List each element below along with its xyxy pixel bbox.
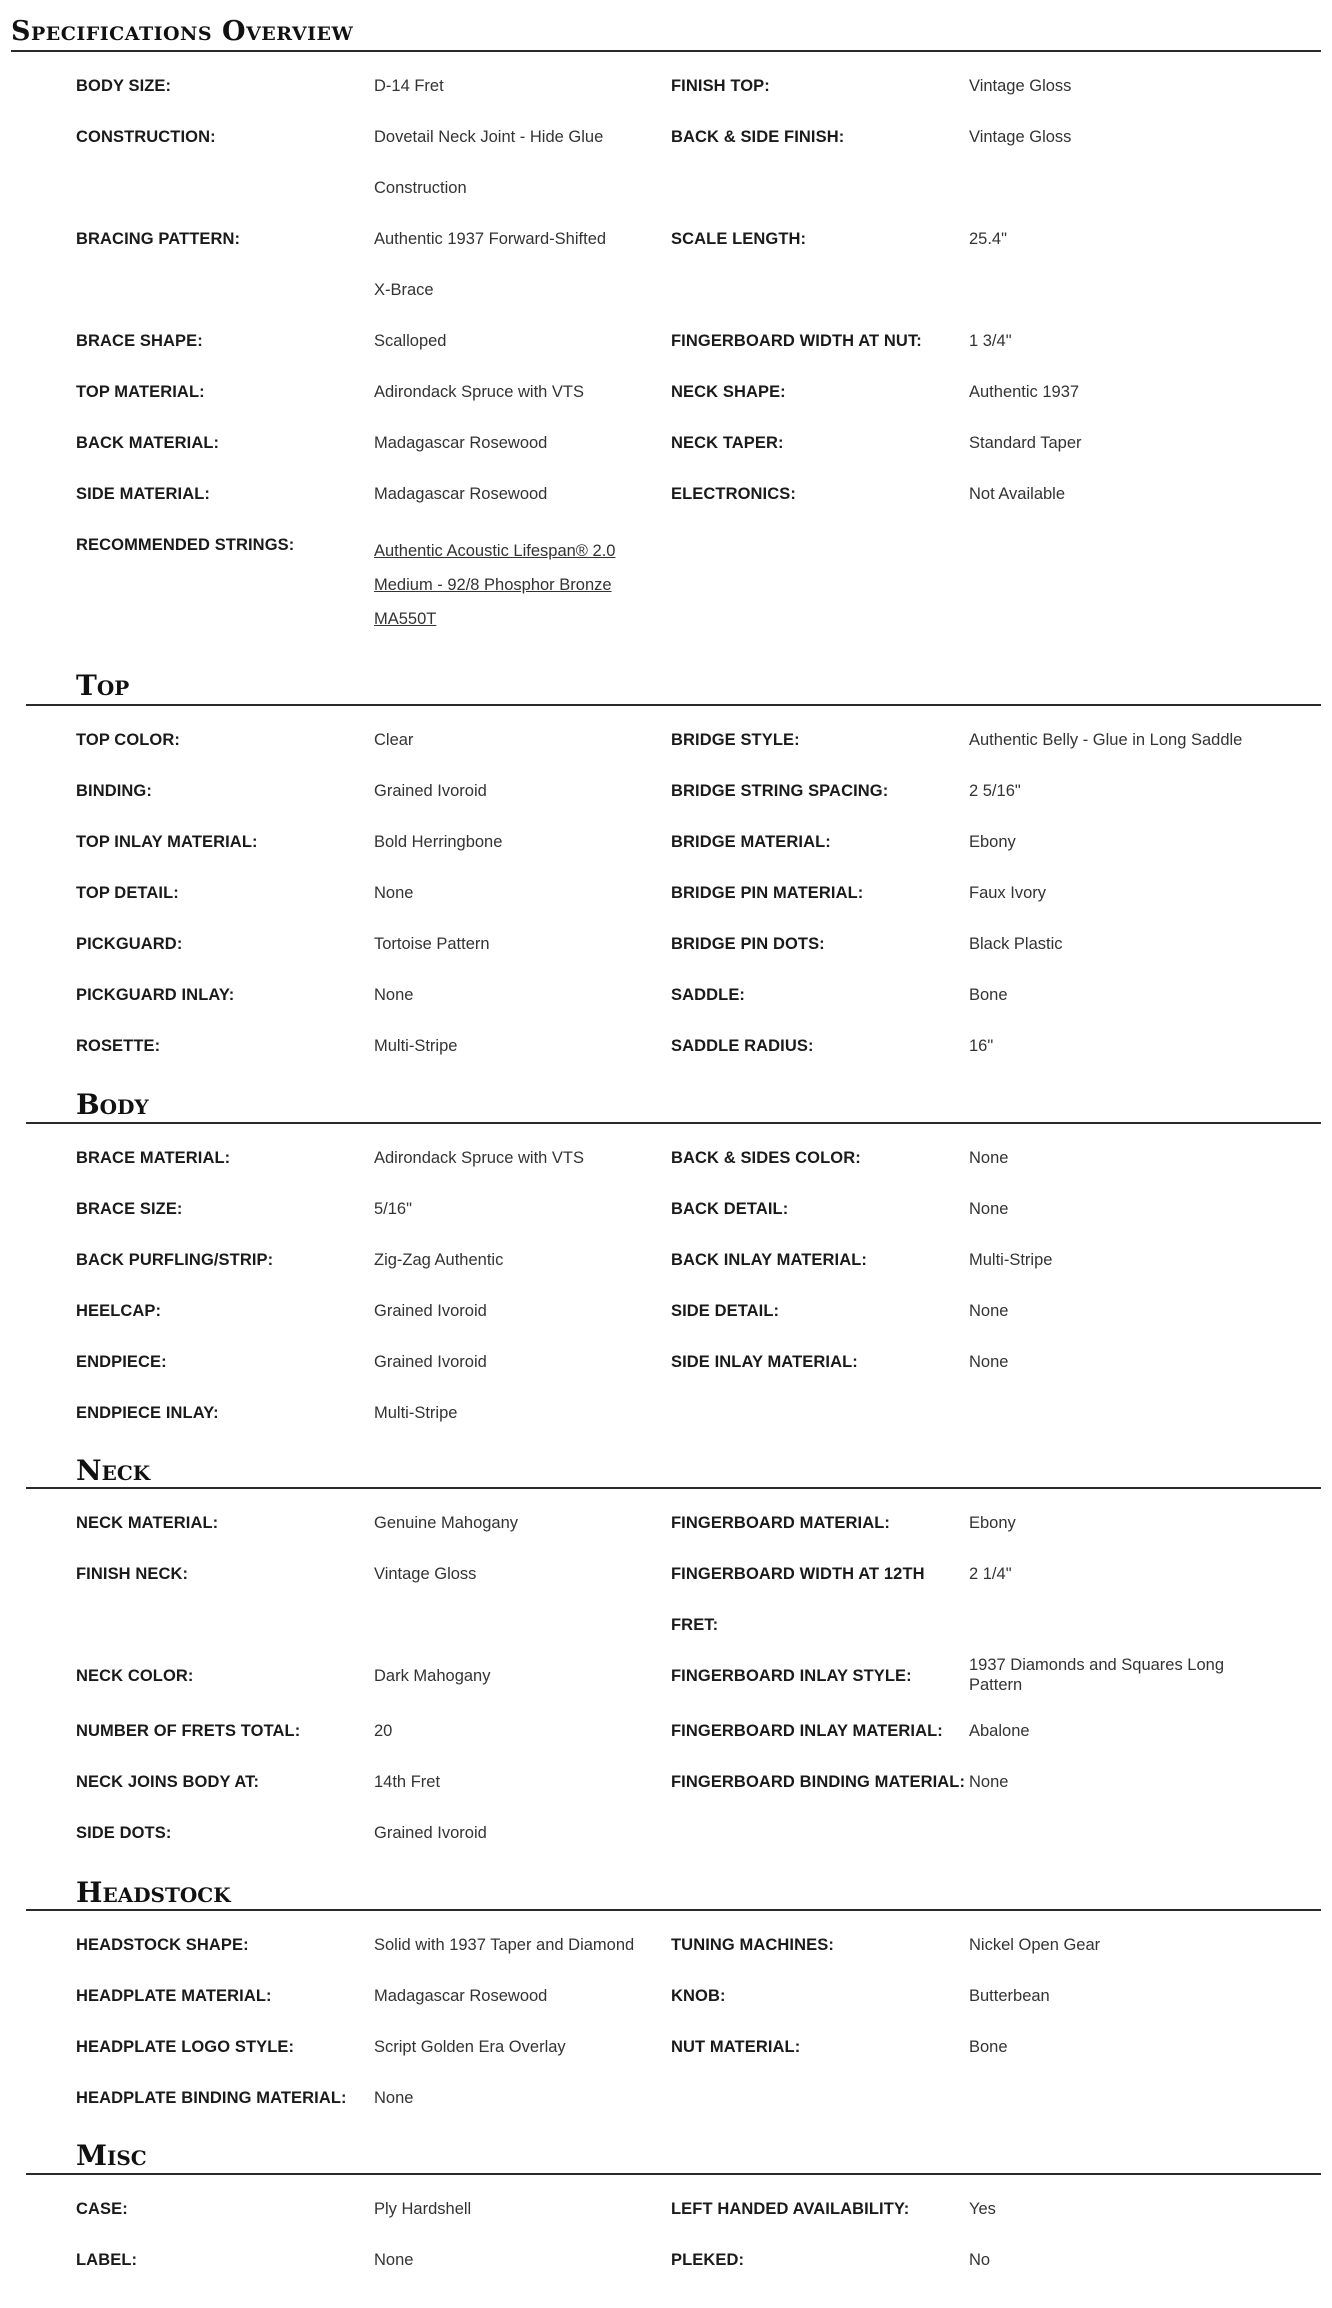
spec-value-neck-color: Dark Mahogany: [374, 1667, 491, 1685]
spec-value-bracing-pattern-line1: Authentic 1937 Forward-Shifted: [374, 230, 607, 248]
spec-value-pickguard-inlay: None: [374, 986, 414, 1004]
spec-label-back-inlay-material: BACK INLAY MATERIAL:: [671, 1251, 868, 1269]
spec-label-neck-color: NECK COLOR:: [76, 1667, 194, 1685]
spec-value-left-handed: Yes: [969, 2200, 996, 2218]
spec-value-back-inlay-material: Multi-Stripe: [969, 1251, 1053, 1269]
spec-label-finish-top: FINISH TOP:: [671, 77, 770, 95]
spec-label-bridge-style: BRIDGE STYLE:: [671, 731, 800, 749]
spec-value-bridge-style: Authentic Belly - Glue in Long Saddle: [969, 731, 1243, 749]
spec-label-construction: CONSTRUCTION:: [76, 128, 216, 146]
spec-label-endpiece-inlay: ENDPIECE INLAY:: [76, 1404, 219, 1422]
spec-label-recommended-strings: RECOMMENDED STRINGS:: [76, 536, 295, 554]
spec-value-finish-top: Vintage Gloss: [969, 77, 1072, 95]
spec-value-endpiece: Grained Ivoroid: [374, 1353, 487, 1371]
section-divider-body: [26, 1122, 1321, 1124]
spec-label-nut-material: NUT MATERIAL:: [671, 2038, 801, 2056]
spec-label-endpiece: ENDPIECE:: [76, 1353, 167, 1371]
section-heading-top: Top: [76, 669, 130, 702]
spec-value-neck-taper: Standard Taper: [969, 434, 1082, 452]
spec-value-neck-material: Genuine Mahogany: [374, 1514, 519, 1532]
spec-label-heelcap: HEELCAP:: [76, 1302, 162, 1320]
spec-label-brace-material: BRACE MATERIAL:: [76, 1149, 231, 1167]
spec-value-headplate-binding-material: None: [374, 2089, 414, 2107]
section-heading-body: Body: [76, 1088, 149, 1121]
spec-label-fingerboard-width-12th-line1: FINGERBOARD WIDTH AT 12TH: [671, 1565, 925, 1583]
spec-value-fingerboard-binding-material: None: [969, 1773, 1009, 1791]
spec-value-fingerboard-inlay-style-line1: 1937 Diamonds and Squares Long: [969, 1656, 1225, 1674]
recommended-strings-link-line3[interactable]: MA550T: [374, 610, 437, 628]
spec-value-binding: Grained Ivoroid: [374, 782, 487, 800]
spec-label-side-detail: SIDE DETAIL:: [671, 1302, 780, 1320]
spec-value-back-sides-color: None: [969, 1149, 1009, 1167]
section-divider-top: [26, 704, 1321, 706]
spec-value-construction-line1: Dovetail Neck Joint - Hide Glue: [374, 128, 604, 146]
spec-value-label: None: [374, 2251, 414, 2269]
spec-value-saddle: Bone: [969, 986, 1008, 1004]
spec-value-electronics: Not Available: [969, 485, 1066, 503]
spec-label-top-material: TOP MATERIAL:: [76, 383, 205, 401]
spec-value-pleked: No: [969, 2251, 991, 2269]
spec-value-pickguard: Tortoise Pattern: [374, 935, 490, 953]
spec-value-brace-size: 5/16": [374, 1200, 412, 1218]
spec-value-side-detail: None: [969, 1302, 1009, 1320]
spec-label-top-detail: TOP DETAIL:: [76, 884, 179, 902]
spec-value-fingerboard-width-nut: 1 3/4": [969, 332, 1012, 350]
spec-label-side-dots: SIDE DOTS:: [76, 1824, 172, 1842]
spec-label-finish-neck: FINISH NECK:: [76, 1565, 189, 1583]
spec-label-pickguard-inlay: PICKGUARD INLAY:: [76, 986, 235, 1004]
spec-label-top-inlay-material: TOP INLAY MATERIAL:: [76, 833, 258, 851]
spec-label-pleked: PLEKED:: [671, 2251, 745, 2269]
spec-value-construction-line2: Construction: [374, 179, 467, 197]
spec-label-side-inlay-material: SIDE INLAY MATERIAL:: [671, 1353, 858, 1371]
spec-value-scale-length: 25.4": [969, 230, 1007, 248]
spec-value-endpiece-inlay: Multi-Stripe: [374, 1404, 458, 1422]
recommended-strings-link-line1[interactable]: Authentic Acoustic Lifespan® 2.0: [374, 542, 616, 560]
recommended-strings-link-line2[interactable]: Medium - 92/8 Phosphor Bronze: [374, 576, 612, 594]
spec-label-rosette: ROSETTE:: [76, 1037, 161, 1055]
spec-label-top-color: TOP COLOR:: [76, 731, 180, 749]
spec-value-finish-neck: Vintage Gloss: [374, 1565, 477, 1583]
spec-value-brace-shape: Scalloped: [374, 332, 447, 350]
spec-label-saddle-radius: SADDLE RADIUS:: [671, 1037, 814, 1055]
spec-value-top-detail: None: [374, 884, 414, 902]
spec-label-saddle: SADDLE:: [671, 986, 746, 1004]
spec-value-body-size: D-14 Fret: [374, 77, 444, 95]
spec-label-back-detail: BACK DETAIL:: [671, 1200, 789, 1218]
title-divider: [11, 50, 1321, 52]
spec-label-headplate-logo-style: HEADPLATE LOGO STYLE:: [76, 2038, 295, 2056]
spec-label-fingerboard-binding-material: FINGERBOARD BINDING MATERIAL:: [671, 1773, 966, 1791]
spec-value-bridge-string-spacing: 2 5/16": [969, 782, 1021, 800]
spec-value-top-color: Clear: [374, 731, 414, 749]
spec-value-bridge-pin-dots: Black Plastic: [969, 935, 1063, 953]
spec-label-binding: BINDING:: [76, 782, 152, 800]
spec-value-fingerboard-material: Ebony: [969, 1514, 1016, 1532]
spec-label-bridge-material: BRIDGE MATERIAL:: [671, 833, 831, 851]
spec-label-brace-size: BRACE SIZE:: [76, 1200, 183, 1218]
section-heading-neck: Neck: [76, 1454, 151, 1487]
spec-label-fingerboard-inlay-material: FINGERBOARD INLAY MATERIAL:: [671, 1722, 943, 1740]
spec-label-back-material: BACK MATERIAL:: [76, 434, 220, 452]
spec-label-label: LABEL:: [76, 2251, 138, 2269]
spec-label-neck-taper: NECK TAPER:: [671, 434, 784, 452]
spec-label-case: CASE:: [76, 2200, 128, 2218]
section-divider-neck: [26, 1487, 1321, 1489]
section-heading-headstock: Headstock: [76, 1876, 231, 1909]
spec-label-body-size: BODY SIZE:: [76, 77, 172, 95]
spec-value-top-material: Adirondack Spruce with VTS: [374, 383, 585, 401]
spec-value-bridge-material: Ebony: [969, 833, 1016, 851]
spec-value-neck-shape: Authentic 1937: [969, 383, 1080, 401]
spec-label-brace-shape: BRACE SHAPE:: [76, 332, 203, 350]
spec-value-side-material: Madagascar Rosewood: [374, 485, 548, 503]
spec-label-fingerboard-width-12th-line2: FRET:: [671, 1616, 719, 1634]
spec-label-knob: KNOB:: [671, 1987, 726, 2005]
spec-value-back-material: Madagascar Rosewood: [374, 434, 548, 452]
spec-label-fingerboard-material: FINGERBOARD MATERIAL:: [671, 1514, 891, 1532]
spec-label-back-sides-color: BACK & SIDES COLOR:: [671, 1149, 861, 1167]
spec-value-tuning-machines: Nickel Open Gear: [969, 1936, 1101, 1954]
spec-label-neck-material: NECK MATERIAL:: [76, 1514, 219, 1532]
spec-label-electronics: ELECTRONICS:: [671, 485, 796, 503]
spec-value-headplate-material: Madagascar Rosewood: [374, 1987, 548, 2005]
spec-value-fingerboard-inlay-style-line2: Pattern: [969, 1676, 1023, 1694]
spec-label-headplate-material: HEADPLATE MATERIAL:: [76, 1987, 272, 2005]
spec-label-neck-shape: NECK SHAPE:: [671, 383, 786, 401]
spec-label-bracing-pattern: BRACING PATTERN:: [76, 230, 241, 248]
spec-value-number-of-frets: 20: [374, 1722, 393, 1740]
spec-value-saddle-radius: 16": [969, 1037, 994, 1055]
spec-label-tuning-machines: TUNING MACHINES:: [671, 1936, 834, 1954]
spec-label-bridge-pin-dots: BRIDGE PIN DOTS:: [671, 935, 825, 953]
spec-value-side-dots: Grained Ivoroid: [374, 1824, 487, 1842]
section-heading-misc: Misc: [76, 2139, 147, 2172]
spec-value-side-inlay-material: None: [969, 1353, 1009, 1371]
spec-value-fingerboard-inlay-material: Abalone: [969, 1722, 1030, 1740]
section-divider-headstock: [26, 1909, 1321, 1911]
spec-label-number-of-frets: NUMBER OF FRETS TOTAL:: [76, 1722, 301, 1740]
spec-value-heelcap: Grained Ivoroid: [374, 1302, 487, 1320]
spec-value-fingerboard-width-12th: 2 1/4": [969, 1565, 1012, 1583]
spec-value-knob: Butterbean: [969, 1987, 1050, 2005]
spec-label-fingerboard-inlay-style: FINGERBOARD INLAY STYLE:: [671, 1667, 912, 1685]
page-title: Specifications Overview: [11, 16, 354, 47]
spec-value-brace-material: Adirondack Spruce with VTS: [374, 1149, 585, 1167]
spec-label-pickguard: PICKGUARD:: [76, 935, 183, 953]
spec-label-headplate-binding-material: HEADPLATE BINDING MATERIAL:: [76, 2089, 347, 2107]
spec-label-bridge-string-spacing: BRIDGE STRING SPACING:: [671, 782, 889, 800]
spec-value-case: Ply Hardshell: [374, 2200, 472, 2218]
spec-value-headstock-shape: Solid with 1937 Taper and Diamond: [374, 1936, 635, 1954]
spec-label-back-purfling: BACK PURFLING/STRIP:: [76, 1251, 274, 1269]
spec-label-left-handed: LEFT HANDED AVAILABILITY:: [671, 2200, 910, 2218]
spec-label-neck-joins-body: NECK JOINS BODY AT:: [76, 1773, 260, 1791]
spec-label-back-side-finish: BACK & SIDE FINISH:: [671, 128, 845, 146]
spec-value-top-inlay-material: Bold Herringbone: [374, 833, 503, 851]
spec-label-scale-length: SCALE LENGTH:: [671, 230, 807, 248]
spec-value-headplate-logo-style: Script Golden Era Overlay: [374, 2038, 566, 2056]
spec-value-back-side-finish: Vintage Gloss: [969, 128, 1072, 146]
spec-label-fingerboard-width-nut: FINGERBOARD WIDTH AT NUT:: [671, 332, 922, 350]
spec-value-bridge-pin-material: Faux Ivory: [969, 884, 1047, 902]
section-divider-misc: [26, 2173, 1321, 2175]
spec-value-rosette: Multi-Stripe: [374, 1037, 458, 1055]
spec-label-bridge-pin-material: BRIDGE PIN MATERIAL:: [671, 884, 864, 902]
spec-value-back-purfling: Zig-Zag Authentic: [374, 1251, 504, 1269]
spec-value-nut-material: Bone: [969, 2038, 1008, 2056]
spec-value-back-detail: None: [969, 1200, 1009, 1218]
spec-label-headstock-shape: HEADSTOCK SHAPE:: [76, 1936, 249, 1954]
spec-value-bracing-pattern-line2: X-Brace: [374, 281, 434, 299]
spec-value-neck-joins-body: 14th Fret: [374, 1773, 441, 1791]
spec-label-side-material: SIDE MATERIAL:: [76, 485, 211, 503]
